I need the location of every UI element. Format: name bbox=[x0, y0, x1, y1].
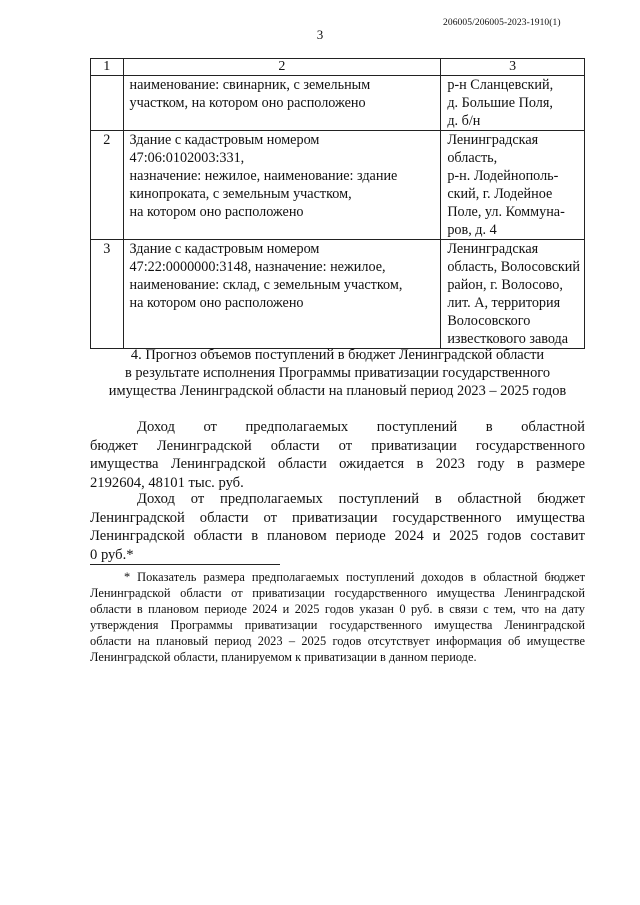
paragraph-line: 2192604, 48101 тыс. руб. bbox=[90, 474, 244, 491]
paragraph-line: бюджет Ленинградской области от приватизации государственного bbox=[90, 437, 585, 454]
address-line: область, Волосовский bbox=[447, 259, 580, 275]
address-line: известкового завода bbox=[447, 331, 569, 347]
section-title bbox=[90, 346, 585, 400]
address-line: Ленинградская bbox=[447, 132, 539, 148]
address-line: район, г. Волосово, bbox=[447, 277, 563, 293]
section-title-line: 4. Прогноз объемов поступлений в бюджет Ленинградской области bbox=[130, 347, 545, 363]
description-line: на котором оно расположено bbox=[129, 295, 304, 311]
property-address bbox=[441, 131, 585, 240]
footnote-line: области в плановом периоде 2024 и 2025 годов указан 0 руб. в связи с тем, что на дату bbox=[90, 602, 585, 616]
table-row bbox=[91, 131, 585, 240]
row-number: 3 bbox=[91, 240, 124, 349]
footnote-line: утверждения Программы приватизации государственного имущества Ленинградской bbox=[90, 618, 585, 632]
column-header-number: 1 bbox=[91, 59, 124, 76]
description-line: наименование: склад, с земельным участком, bbox=[129, 277, 403, 293]
paragraph-income-2023 bbox=[90, 418, 585, 492]
table-header-row bbox=[91, 59, 585, 76]
property-address bbox=[441, 76, 585, 131]
description-line: Здание с кадастровым номером bbox=[129, 132, 320, 148]
paragraph-line: 0 руб.* bbox=[90, 546, 134, 563]
description-line: 47:06:0102003:331, bbox=[129, 150, 245, 166]
column-header-description: 2 bbox=[123, 59, 441, 76]
footnote-line: * Показатель размера предполагаемых поступлений доходов в областной бюджет bbox=[124, 570, 585, 584]
row-number bbox=[91, 76, 124, 131]
property-address bbox=[441, 240, 585, 349]
address-line: р-н Сланцевский, bbox=[447, 77, 554, 93]
footnote-divider bbox=[90, 564, 280, 565]
address-line: ров, д. 4 bbox=[447, 222, 497, 238]
address-line: д. Большие Поля, bbox=[447, 95, 553, 111]
column-header-address: 3 bbox=[441, 59, 585, 76]
property-description bbox=[123, 240, 441, 349]
row-number: 2 bbox=[91, 131, 124, 240]
paragraph-line: Ленинградской области от приватизации государственного имущества bbox=[90, 509, 585, 526]
address-line: р-н. Лодейнополь- bbox=[447, 168, 559, 184]
description-line: участком, на котором оно расположено bbox=[129, 95, 366, 111]
property-table bbox=[90, 58, 585, 349]
description-line: Здание с кадастровым номером bbox=[129, 241, 320, 257]
table-row bbox=[91, 240, 585, 349]
footnote-line: Ленинградской области, планируемом к приватизации в данном периоде. bbox=[90, 650, 477, 664]
table-row bbox=[91, 76, 585, 131]
footnote-line: Ленинградской области от приватизации государственного имущества Ленинградской bbox=[90, 586, 585, 600]
description-line: 47:22:0000000:3148, назначение: нежилое, bbox=[129, 259, 386, 275]
description-line: кинопроката, с земельным участком, bbox=[129, 186, 352, 202]
address-line: лит. А, территория bbox=[447, 295, 561, 311]
address-line: ский, г. Лодейное bbox=[447, 186, 553, 202]
property-description bbox=[123, 76, 441, 131]
section-title-line: в результате исполнения Программы приватизации государственного bbox=[124, 365, 551, 381]
address-line: Поле, ул. Коммуна- bbox=[447, 204, 565, 220]
address-line: Ленинградская bbox=[447, 241, 539, 257]
paragraph-line: Доход от предполагаемых поступлений в областной бюджет bbox=[137, 491, 585, 507]
footnote bbox=[90, 569, 585, 665]
paragraph-line: Ленинградской области в плановом периоде 2024 и 2025 годов составит bbox=[90, 528, 585, 544]
address-line: область, bbox=[447, 150, 498, 166]
property-description bbox=[123, 131, 441, 240]
page-number: 3 bbox=[316, 27, 324, 42]
section-title-line: имущества Ленинградской области на плановый период 2023 – 2025 годов bbox=[108, 383, 567, 399]
footnote-line: области на плановый период 2023 – 2025 годов отсутствует информация об имуществе bbox=[90, 634, 585, 648]
document-id: 206005/206005-2023-1910(1) bbox=[443, 18, 561, 28]
paragraph-line: имущества Ленинградской области ожидается в 2023 году в размере bbox=[90, 456, 585, 472]
address-line: д. б/н bbox=[447, 113, 481, 129]
paragraph-line: Доход от предполагаемых поступлений в областной bbox=[137, 419, 585, 435]
description-line: на котором оно расположено bbox=[129, 204, 304, 220]
address-line: Волосовского bbox=[447, 313, 531, 329]
description-line: назначение: нежилое, наименование: здание bbox=[129, 168, 398, 184]
paragraph-income-2024-2025 bbox=[90, 490, 585, 564]
description-line: наименование: свинарник, с земельным bbox=[129, 77, 371, 93]
